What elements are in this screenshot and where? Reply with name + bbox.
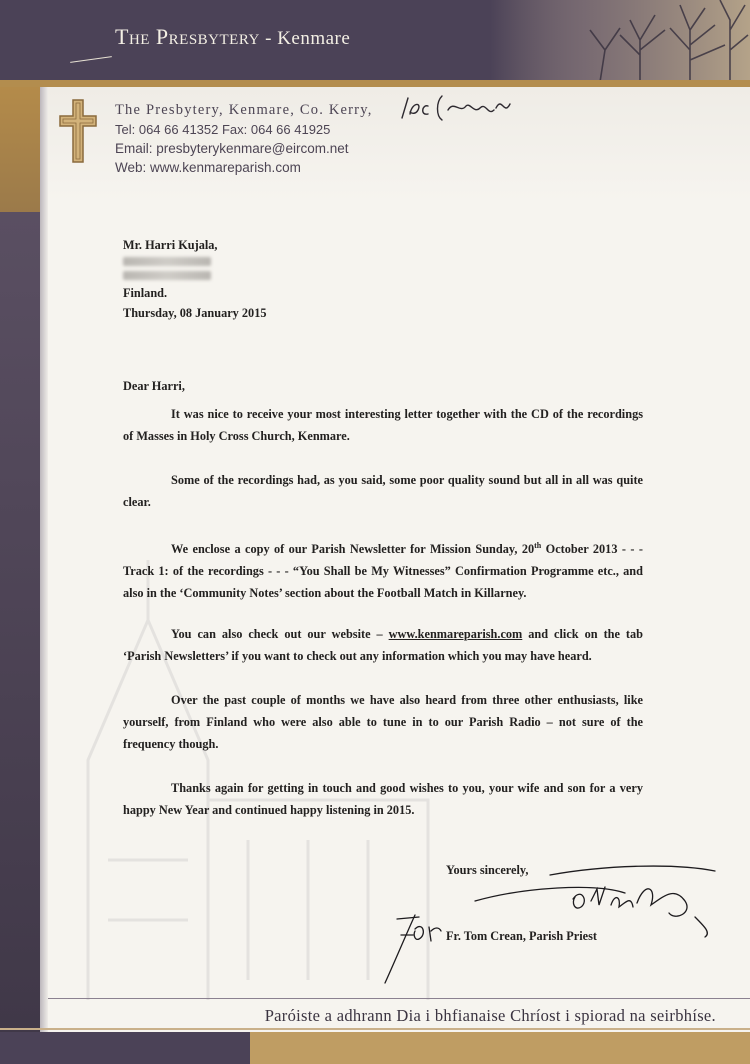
paragraph-1	[123, 403, 643, 447]
redacted-street	[123, 257, 211, 266]
paragraph-3	[123, 535, 643, 604]
paragraph-2	[123, 469, 643, 513]
recipient-name: Mr. Harri Kujala,	[123, 238, 218, 252]
paragraph-2-text: Some of the recordings had, as you said, some poor quality sound but all in all was quite clear.	[123, 473, 643, 509]
address-line: The Presbytery, Kenmare, Co. Kerry,	[115, 102, 373, 118]
ordinal-suffix: th	[534, 541, 542, 550]
letterhead-banner	[0, 0, 750, 80]
tree-silhouette-icon	[490, 0, 750, 82]
email-line: Email: presbyterykenmare@eircom.net	[115, 141, 349, 156]
salutation: Dear Harri,	[123, 379, 185, 393]
letter-date: Thursday, 08 January 2015	[123, 306, 267, 320]
title-place: Kenmare	[277, 28, 351, 49]
contact-block	[115, 101, 373, 177]
left-purple-strip	[0, 212, 40, 1064]
closing: Yours sincerely,	[446, 863, 529, 877]
signer-name: Fr. Tom Crean, Parish Priest	[446, 929, 597, 943]
handwritten-signature	[375, 857, 725, 987]
footer-bar-tan	[250, 1032, 750, 1064]
paragraph-1-text: It was nice to receive your most interesting letter together with the CD of the recordings of Masses in Holy Cross Church, Kenmare.	[123, 407, 643, 443]
phone-line: Tel: 064 66 41352 Fax: 064 66 41925	[115, 122, 331, 137]
paragraph-3-text-a: We enclose a copy of our Parish Newsletter for Mission Sunday, 20	[171, 542, 535, 557]
banner-underline	[70, 56, 112, 63]
left-shadow-strip	[40, 87, 48, 1064]
redacted-city	[123, 271, 211, 280]
paragraph-6	[123, 777, 643, 821]
footer-divider	[48, 998, 750, 999]
title-separator: -	[259, 28, 278, 49]
recipient-block	[123, 237, 218, 302]
parish-motto: Paróiste a adhrann Dia i bhfianaise Chríost i spiorad na seirbhíse.	[264, 1006, 716, 1025]
recipient-country: Finland.	[123, 286, 168, 300]
paragraph-6-text: Thanks again for getting in touch and good wishes to you, your wife and son for a very happy New Year and continued happy listening in 2015.	[123, 781, 643, 817]
left-gold-strip	[0, 87, 40, 212]
paragraph-5	[123, 689, 643, 755]
letterhead-title	[115, 24, 350, 50]
paragraph-4-text-b: and click on the tab ‘Parish Newsletters’ if you want to check out any information which you may have heard.	[123, 627, 644, 663]
web-line: Web: www.kenmareparish.com	[115, 160, 301, 175]
paragraph-5-text: Over the past couple of months we have also heard from three other enthusiasts, like yourself, from Finland who were also able to tune in to our Parish Radio – not sure of the frequency though.	[123, 693, 643, 751]
website-link[interactable]: www.kenmareparish.com	[388, 627, 523, 641]
footer-thin-line	[0, 1028, 750, 1030]
paragraph-3-text-b: October 2013 - - - Track 1: of the recordings - - - “You Shall be My Witnesses” Confirmation Programme etc., and also in the ‘Community Notes’ section about the Football Match in Killarney.	[123, 542, 643, 601]
paragraph-4-text-a: You can also check out our website –	[171, 627, 389, 641]
tan-band	[0, 80, 750, 87]
cross-icon	[58, 98, 98, 164]
paragraph-4	[123, 623, 643, 667]
handwritten-note	[396, 92, 528, 124]
title-main: The Presbytery	[115, 24, 260, 49]
